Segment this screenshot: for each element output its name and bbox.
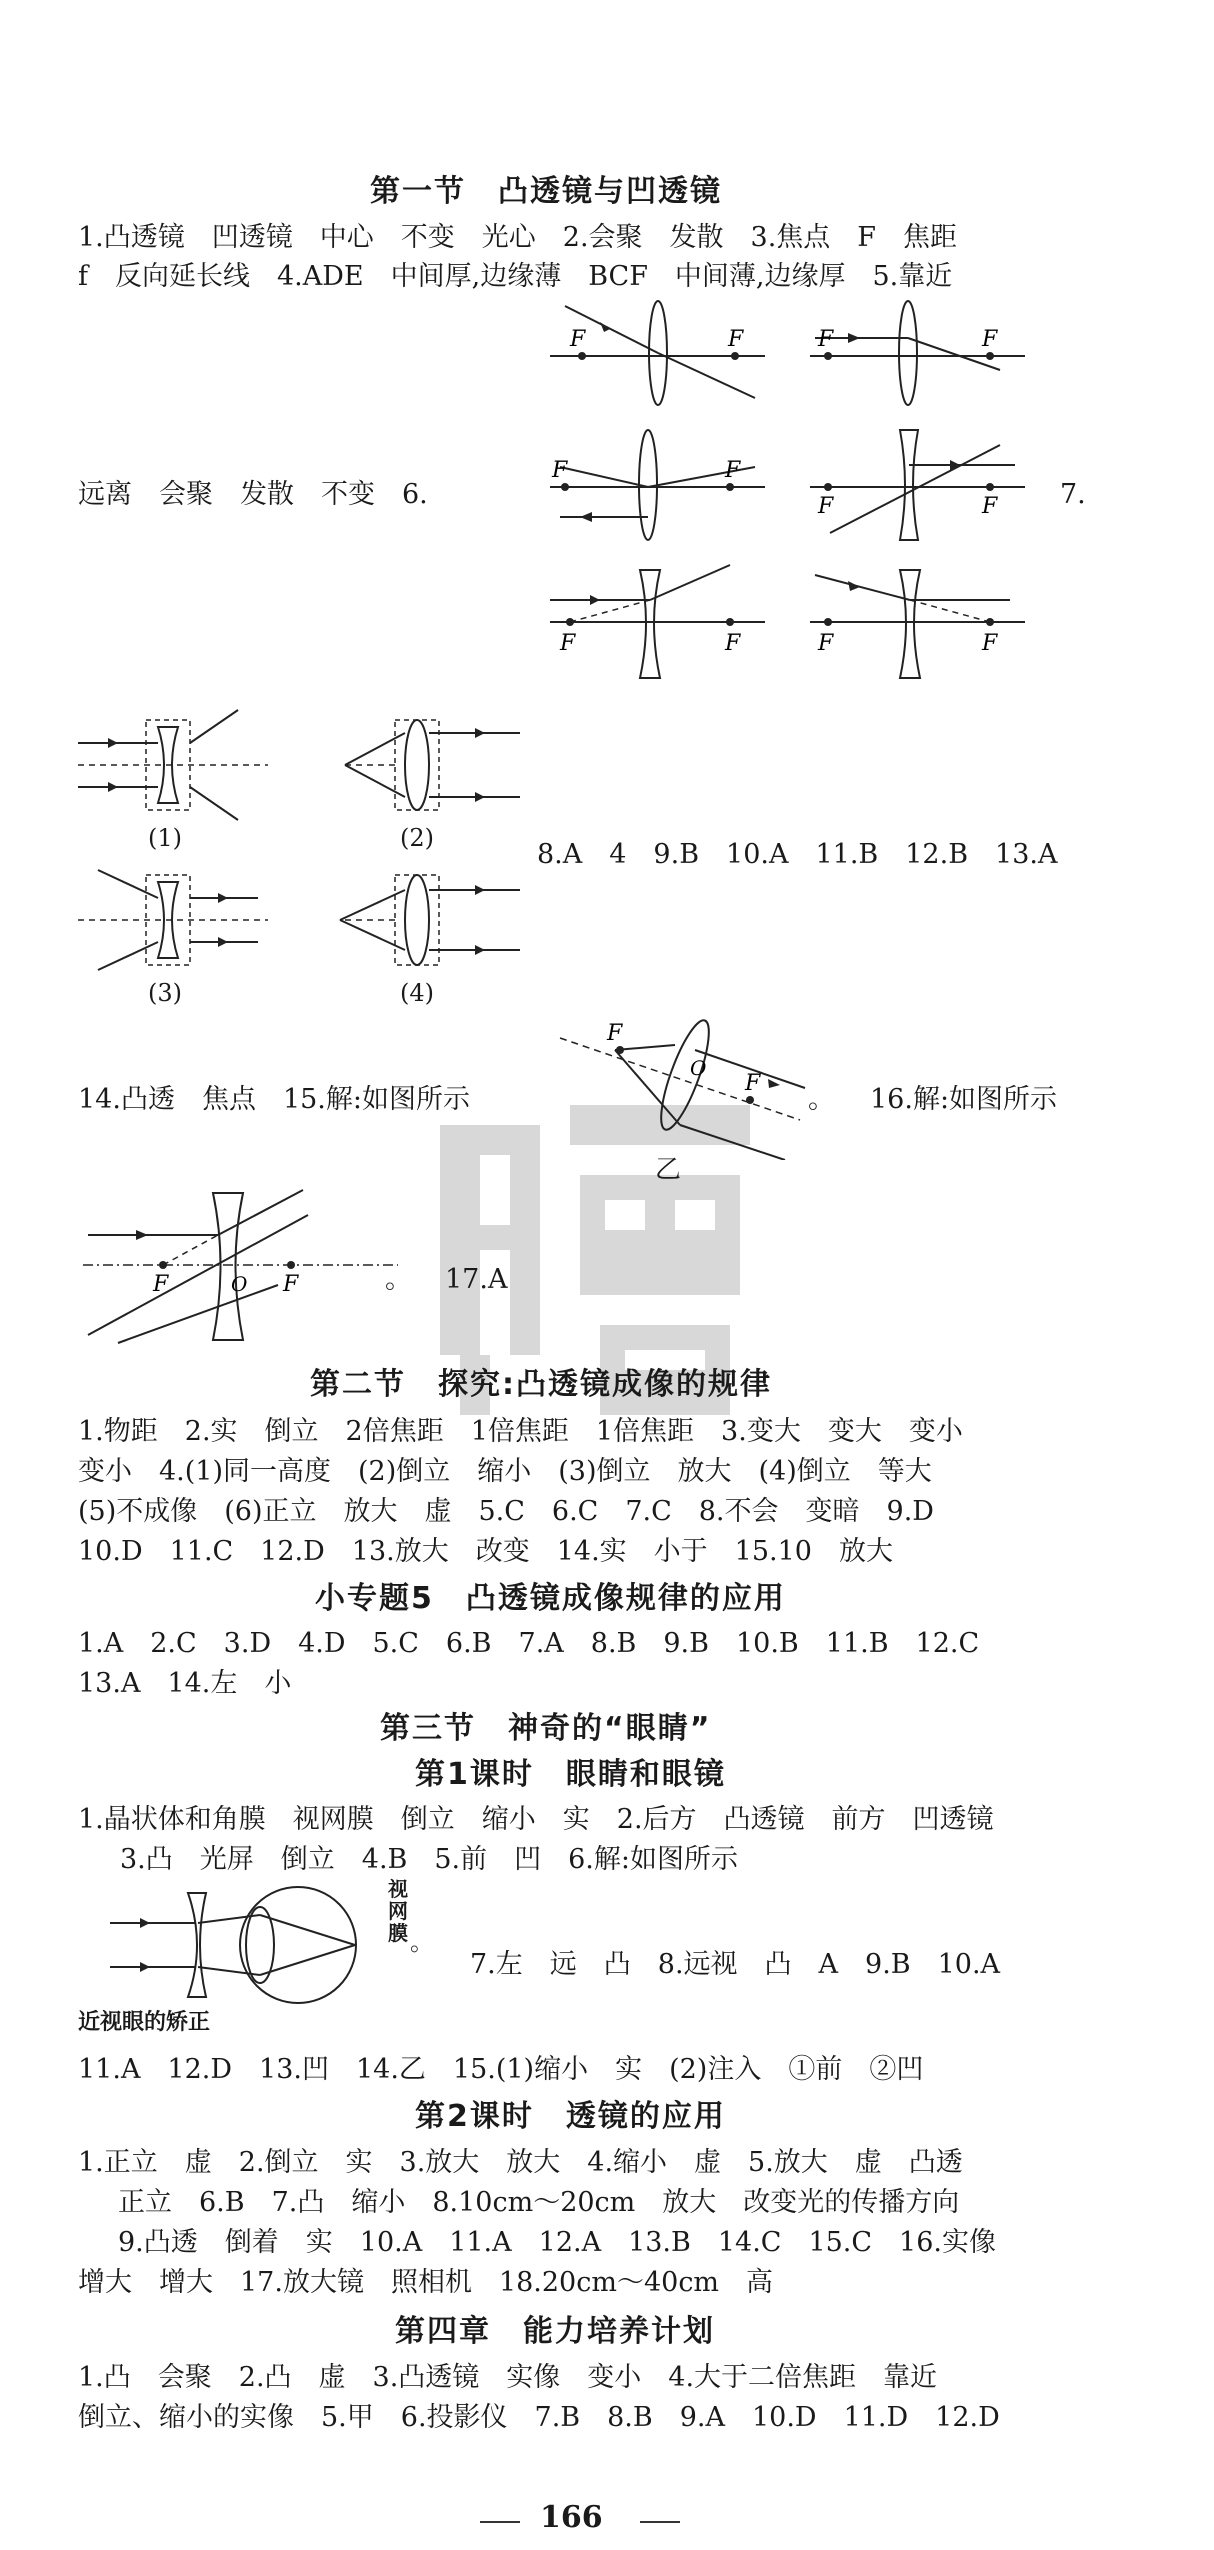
q5-convex-lens-diagram-1 [540,298,770,408]
focal-label: F [570,327,586,352]
q7-caption-1: (1) [148,824,182,852]
lesson1-line-3: 7.左 远 凸 8.远视 凸 A 9.B 10.A [470,1949,1001,1980]
q15-caption-yi: 乙 [655,1155,682,1185]
sec1-line-6b: 17.A [445,1264,508,1295]
myopia-caption: 近视眼的矫正 [78,2010,211,2035]
focal-label: F [725,458,741,483]
focal-label: F [607,1021,623,1046]
sec1-line-5b: 。 [808,1084,835,1115]
sec2-line-3: (5)不成像 (6)正立 放大 虚 5.C 6.C 7.C 8.不会 变暗 9.D [78,1496,934,1527]
sec2-line-4: 10.D 11.C 12.D 13.放大 改变 14.实 小于 15.10 放大 [78,1536,893,1567]
q7-caption-4: (4) [400,979,434,1007]
lesson-2-title: 第2课时 透镜的应用 [415,2099,726,2134]
focal-label: F [818,631,834,656]
section-3-title: 第三节 神奇的“眼睛” [380,1711,712,1746]
lesson-1-title: 第1课时 眼睛和眼镜 [415,1757,726,1792]
lesson2-line-2: 正立 6.B 7.凸 缩小 8.10cm～20cm 放大 改变光的传播方向 [118,2187,960,2218]
sec1-line-3a: 远离 会聚 发散 不变 6. [78,479,428,510]
sec1-line-6a: 。 [385,1264,412,1295]
page-number-dash-left [480,2521,520,2523]
topic-5-title: 小专题5 凸透镜成像规律的应用 [315,1581,786,1616]
page-number-dash-right [640,2521,680,2523]
focal-label: F [818,494,834,519]
q6-concave-lens-diagram [800,425,1030,545]
q15-diagram-yi [555,1010,815,1160]
focal-label: F [283,1272,299,1297]
lesson1-line-4: 11.A 12.D 13.凹 14.乙 15.(1)缩小 实 (2)注入 ①前 ②凹 [78,2054,924,2085]
focal-label: F [982,494,998,519]
sec2-line-2: 变小 4.(1)同一高度 (2)倒立 缩小 (3)倒立 放大 (4)倒立 等大 [78,1456,932,1487]
focal-label: F [153,1272,169,1297]
q6-concave-lens-diagram-2 [540,560,770,685]
sec1-line-4: 8.A 4 9.B 10.A 11.B 12.B 13.A [537,839,1058,870]
lesson2-line-1: 1.正立 虚 2.倒立 实 3.放大 放大 4.缩小 虚 5.放大 虚 凸透 [78,2147,963,2178]
q7-diagram-1 [78,705,268,825]
q7-diagram-2 [335,705,525,825]
page-number: 166 [540,2500,603,2535]
q6-concave-lens-diagram-3 [800,560,1030,685]
ch4-line-1: 1.凸 会聚 2.凸 虚 3.凸透镜 实像 变小 4.大于二倍焦距 靠近 [78,2362,938,2393]
sec1-line-1: 1.凸透镜 凹透镜 中心 不变 光心 2.会聚 发散 3.焦点 F 焦距 [78,222,958,253]
q16-concave-lens-diagram [78,1185,408,1345]
focal-label: F [725,631,741,656]
topic5-line-1: 1.A 2.C 3.D 4.D 5.C 6.B 7.A 8.B 9.B 10.B 11.B 12.C [78,1628,980,1659]
focal-label: F [745,1071,761,1096]
sec1-line-5a: 14.凸透 焦点 15.解:如图所示 [78,1084,470,1115]
lesson2-line-4: 增大 增大 17.放大镜 照相机 18.20cm～40cm 高 [78,2267,774,2298]
retina-label: 视 网 膜 [388,1877,408,1945]
ch4-line-2: 倒立、缩小的实像 5.甲 6.投影仪 7.B 8.B 9.A 10.D 11.D 12.D [78,2402,1000,2433]
focal-label: F [552,458,568,483]
focal-label: F [818,327,834,352]
sec1-line-5c: 16.解:如图所示 [870,1084,1058,1115]
sec1-line-3b: 7. [1060,479,1086,510]
q7-caption-2: (2) [400,824,434,852]
q5-convex-lens-diagram-2 [800,298,1030,408]
myopia-correction-diagram [110,1885,380,2005]
optical-center-label: O [690,1056,707,1080]
lesson2-line-3: 9.凸透 倒着 实 10.A 11.A 12.A 13.B 14.C 15.C 16.实像 [118,2227,996,2258]
section-2-title: 第二节 探究:凸透镜成像的规律 [310,1367,772,1402]
focal-label: F [982,327,998,352]
focal-label: F [982,631,998,656]
q7-diagram-3 [78,860,268,980]
section-1-title: 第一节 凸透镜与凹透镜 [370,174,722,209]
focal-label: F [728,327,744,352]
q7-diagram-4 [335,860,525,980]
focal-label: F [560,631,576,656]
q6-convex-lens-diagram [540,425,770,545]
lesson1-line-2: 3.凸 光屏 倒立 4.B 5.前 凹 6.解:如图所示 [120,1844,738,1875]
lesson1-line-1: 1.晶状体和角膜 视网膜 倒立 缩小 实 2.后方 凸透镜 前方 凹透镜 [78,1804,994,1835]
topic5-line-2: 13.A 14.左 小 [78,1668,292,1699]
retina-dot: 。 [410,1928,434,1956]
optical-center-label: O [231,1272,248,1296]
sec2-line-1: 1.物距 2.实 倒立 2倍焦距 1倍焦距 1倍焦距 3.变大 变大 变小 [78,1416,963,1447]
q7-caption-3: (3) [148,979,182,1007]
sec1-line-2: f 反向延长线 4.ADE 中间厚,边缘薄 BCF 中间薄,边缘厚 5.靠近 [78,261,953,292]
chapter-4-title: 第四章 能力培养计划 [395,2314,715,2349]
